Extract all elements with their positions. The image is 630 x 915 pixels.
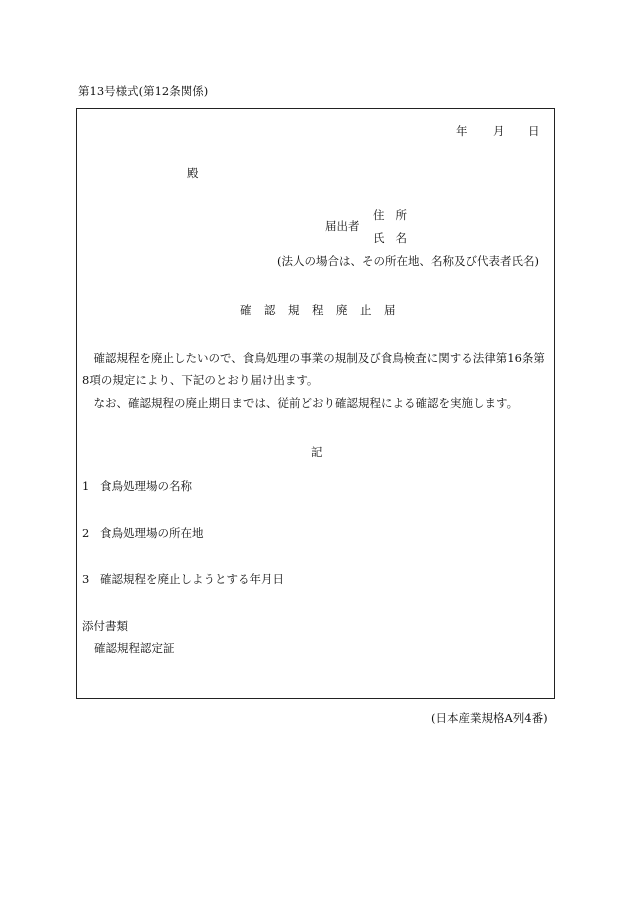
item-label: 食鳥処理場の名称 — [100, 479, 192, 493]
item-number: 3 — [82, 572, 90, 586]
attachment-item: 確認規程認定証 — [94, 641, 175, 655]
item-number: 2 — [82, 526, 90, 540]
addressee-honorific: 殿 — [187, 166, 199, 180]
item-label: 食鳥処理場の所在地 — [100, 526, 204, 540]
list-item — [82, 525, 204, 541]
applicant-label: 届出者 — [325, 219, 360, 233]
body-text-line-2: 8項の規定により、下記のとおり届け出ます。 — [82, 373, 319, 387]
ki-heading: 記 — [311, 445, 323, 459]
body-text-line-3 — [82, 395, 518, 411]
date-year-label: 年 — [456, 124, 468, 138]
body-text: 確認規程を廃止したいので、食鳥処理の事業の規制及び食鳥検査に関する法律第16条第 — [93, 351, 545, 365]
form-number-label: 第13号様式(第12条関係) — [78, 84, 209, 98]
list-item — [82, 478, 192, 494]
item-label: 確認規程を廃止しようとする年月日 — [100, 572, 284, 586]
date-day-label: 日 — [528, 124, 540, 138]
item-number: 1 — [82, 479, 90, 493]
corporate-note: (法人の場合は、その所在地、名称及び代表者氏名) — [277, 254, 539, 268]
attachments-heading: 添付書類 — [82, 619, 128, 633]
document-title: 確認規程廃止届 — [240, 303, 408, 317]
name-label: 氏名 — [373, 231, 418, 245]
paper-size-note: (日本産業規格A列4番) — [431, 711, 548, 725]
body-text: なお、確認規程の廃止期日までは、従前どおり確認規程による確認を実施します。 — [93, 396, 519, 410]
list-item — [82, 571, 284, 587]
date-month-label: 月 — [493, 124, 505, 138]
address-label: 住所 — [373, 208, 418, 222]
body-text-line-1 — [82, 350, 545, 366]
